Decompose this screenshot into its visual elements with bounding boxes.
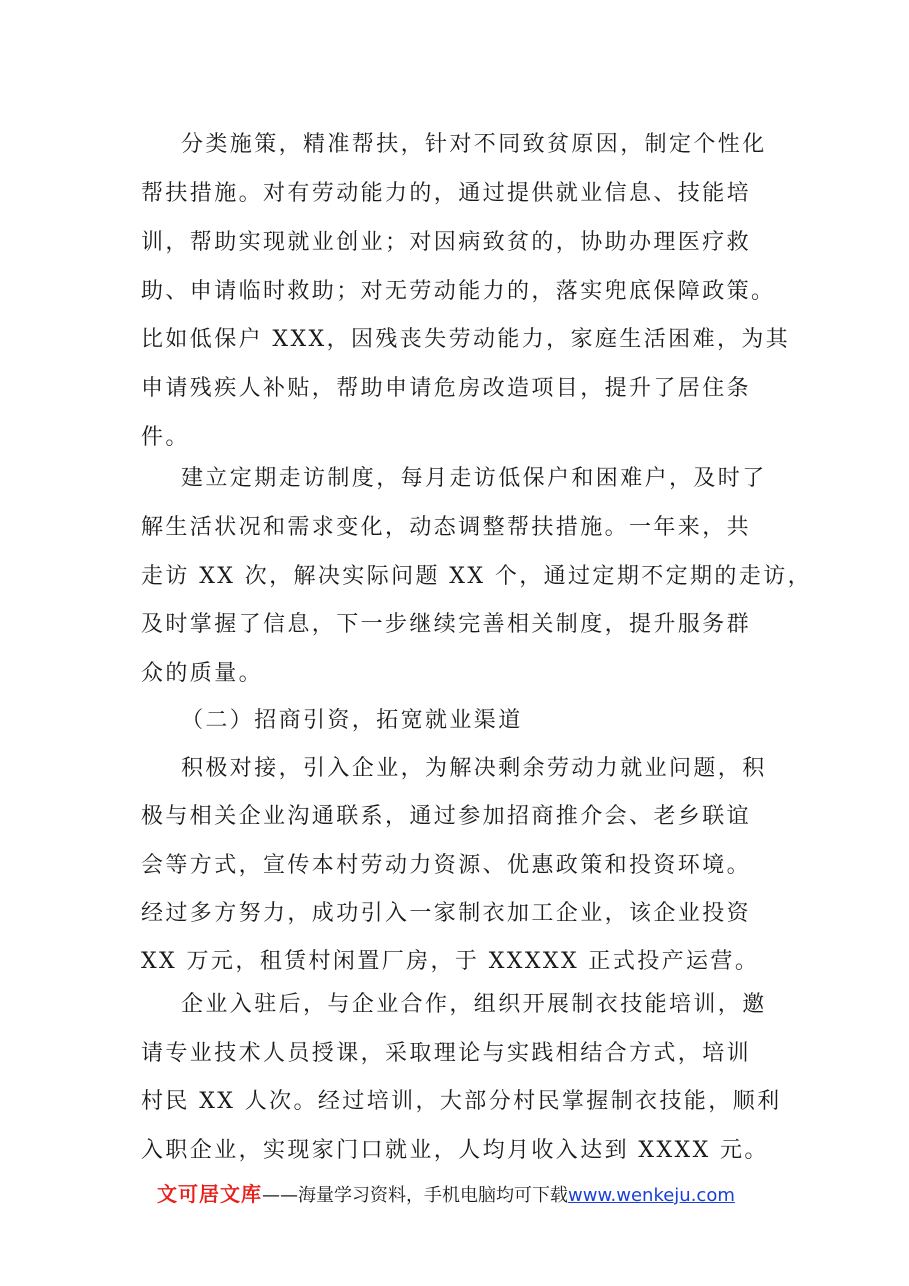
section-heading: （二）招商引资，拓宽就业渠道 bbox=[181, 708, 523, 733]
paragraph-line: 积极对接，引入企业，为解决剩余劳动力就业问题，积 bbox=[181, 756, 767, 781]
paragraph-line: 训，帮助实现就业创业；对因病致贫的，协助办理医疗救 bbox=[141, 230, 752, 255]
paragraph-line: 帮扶措施。对有劳动能力的，通过提供就业信息、技能培 bbox=[141, 181, 752, 206]
footer-link[interactable]: www.wenkeju.com bbox=[568, 1185, 735, 1206]
paragraph-line: 会等方式，宣传本村劳动力资源、优惠政策和投资环境。 bbox=[141, 853, 752, 878]
footer-brand: 文可居文库 bbox=[157, 1182, 262, 1206]
paragraph-line: 建立定期走访制度，每月走访低保户和困难户，及时了 bbox=[181, 466, 767, 491]
paragraph-line: 分类施策，精准帮扶，针对不同致贫原因，制定个性化 bbox=[181, 132, 767, 157]
paragraph-line: 村民 XX 人次。经过培训，大部分村民掌握制衣技能，顺利 bbox=[141, 1089, 782, 1114]
paragraph-line: 企业入驻后，与企业合作，组织开展制衣技能培训，邀 bbox=[181, 992, 767, 1017]
paragraph-line: 及时掌握了信息，下一步继续完善相关制度，提升服务群 bbox=[141, 612, 752, 637]
paragraph-line: 请专业技术人员授课，采取理论与实践相结合方式，培训 bbox=[141, 1041, 752, 1066]
footer-tagline: ——海量学习资料，手机电脑均可下载 bbox=[262, 1185, 568, 1206]
paragraph-line: 走访 XX 次，解决实际问题 XX 个，通过定期不定期的走访， bbox=[141, 564, 813, 589]
paragraph-line: 解生活状况和需求变化，动态调整帮扶措施。一年来，共 bbox=[141, 515, 752, 540]
footer-banner bbox=[157, 1181, 735, 1209]
paragraph-line: 比如低保户 XXX，因残丧失劳动能力，家庭生活困难，为其 bbox=[141, 327, 791, 352]
paragraph-line: 入职企业，实现家门口就业，人均月收入达到 XXXX 元。 bbox=[141, 1138, 769, 1163]
paragraph-line: 经过多方努力，成功引入一家制衣加工企业，该企业投资 bbox=[141, 901, 752, 926]
paragraph-line: 申请残疾人补贴，帮助申请危房改造项目，提升了居住条 bbox=[141, 376, 752, 401]
paragraph-line: XX 万元，租赁村闲置厂房，于 XXXXX 正式投产运营。 bbox=[141, 949, 760, 974]
paragraph-line: 助、申请临时救助；对无劳动能力的，落实兜底保障政策。 bbox=[141, 279, 776, 304]
paragraph-line: 众的质量。 bbox=[141, 661, 264, 686]
paragraph-line: 件。 bbox=[141, 425, 190, 450]
paragraph-line: 极与相关企业沟通联系，通过参加招商推介会、老乡联谊 bbox=[141, 804, 752, 829]
